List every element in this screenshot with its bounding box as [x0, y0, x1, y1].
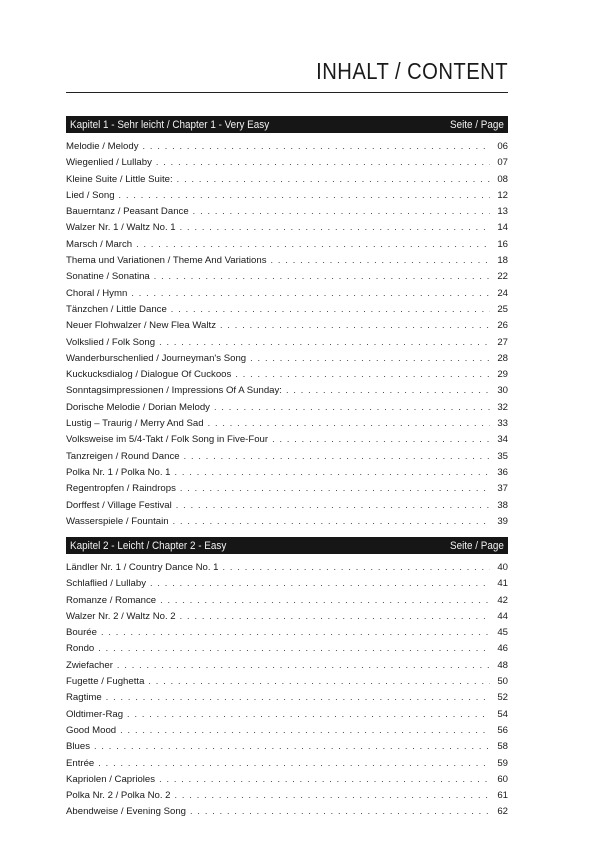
entry-title: Schlaflied / Lullaby	[66, 578, 146, 590]
dot-leader	[180, 608, 490, 624]
toc-entry	[66, 350, 508, 366]
entry-title: Thema und Variationen / Theme And Variations	[66, 255, 267, 267]
entry-title: Kleine Suite / Little Suite:	[66, 173, 173, 185]
dot-leader	[119, 187, 490, 203]
chapter-1-entries	[66, 138, 508, 529]
entry-page-number: 14	[497, 222, 508, 234]
dot-leader	[184, 448, 490, 464]
toc-entry	[66, 448, 508, 464]
dot-leader	[286, 382, 490, 398]
entry-title: Ragtime	[66, 692, 102, 704]
toc-entry	[66, 592, 508, 608]
entry-title: Rondo	[66, 643, 95, 655]
dot-leader	[250, 350, 490, 366]
entry-page-number: 27	[497, 336, 508, 348]
entry-title: Volkslied / Folk Song	[66, 336, 156, 348]
dot-leader	[159, 334, 490, 350]
entry-page-number: 54	[497, 708, 508, 720]
entry-title: Sonatine / Sonatina	[66, 271, 150, 283]
dot-leader	[193, 203, 490, 219]
dot-leader	[154, 268, 490, 284]
entry-page-number: 30	[497, 385, 508, 397]
toc-entry	[66, 575, 508, 591]
toc-entry	[66, 738, 508, 754]
toc-entry	[66, 171, 508, 187]
entry-title: Lustig – Traurig / Merry And Sad	[66, 418, 204, 430]
entry-page-number: 34	[497, 434, 508, 446]
chapter-1-header	[66, 116, 508, 133]
entry-page-number: 08	[497, 173, 508, 185]
entry-page-number: 06	[497, 141, 508, 152]
entry-title: Polka Nr. 2 / Polka No. 2	[66, 790, 171, 802]
entry-title: Tanzreigen / Round Dance	[66, 450, 180, 462]
toc-entry	[66, 673, 508, 689]
entry-page-number: 36	[497, 466, 508, 478]
entry-title: Tänzchen / Little Dance	[66, 303, 167, 315]
entry-title: Polka Nr. 1 / Polka No. 1	[66, 466, 171, 478]
dot-leader	[173, 513, 490, 529]
toc-entry	[66, 480, 508, 496]
dot-leader	[220, 317, 490, 333]
dot-leader	[148, 673, 490, 689]
toc-entry	[66, 771, 508, 787]
toc-entry	[66, 464, 508, 480]
chapter-1-page-label: Seite / Page	[450, 118, 504, 131]
entry-title: Regentropfen / Raindrops	[66, 483, 176, 495]
toc-entry	[66, 559, 508, 575]
entry-title: Sonntagsimpressionen / Impressions Of A Sunday:	[66, 385, 282, 397]
entry-title: Choral / Hymn	[66, 287, 128, 299]
toc-entry	[66, 138, 508, 154]
entry-page-number: 32	[497, 401, 508, 413]
toc-entry	[66, 657, 508, 673]
entry-page-number: 16	[497, 238, 508, 250]
dot-leader	[176, 497, 490, 513]
entry-page-number: 60	[497, 773, 508, 785]
entry-page-number: 58	[497, 741, 508, 753]
dot-leader	[180, 219, 490, 235]
dot-leader	[223, 559, 490, 575]
dot-leader	[190, 803, 490, 819]
dot-leader	[127, 706, 490, 722]
chapter-2-title: Kapitel 2 - Leicht / Chapter 2 - Easy	[70, 539, 227, 552]
entry-page-number: 18	[497, 255, 508, 267]
entry-title: Wasserspiele / Fountain	[66, 515, 169, 527]
dot-leader	[180, 480, 490, 496]
entry-page-number: 46	[497, 643, 508, 655]
entry-page-number: 45	[497, 627, 508, 639]
toc-entry	[66, 203, 508, 219]
dot-leader	[106, 689, 490, 705]
entry-title: Zwiefacher	[66, 659, 113, 671]
entry-title: Entrée	[66, 757, 95, 769]
entry-page-number: 50	[497, 676, 508, 688]
entry-page-number: 12	[497, 189, 508, 201]
toc-entry	[66, 236, 508, 252]
entry-title: Romanze / Romance	[66, 594, 157, 606]
toc-entry	[66, 624, 508, 640]
toc-entry	[66, 608, 508, 624]
entry-page-number: 13	[497, 206, 508, 218]
entry-title: Good Mood	[66, 724, 117, 736]
toc-entry	[66, 285, 508, 301]
toc-entry	[66, 755, 508, 771]
entry-page-number: 44	[497, 610, 508, 622]
chapter-1-title: Kapitel 1 - Sehr leicht / Chapter 1 - Very Easy	[70, 118, 270, 131]
entry-title: Wanderburschenlied / Journeyman's Song	[66, 352, 247, 364]
entry-page-number: 48	[497, 659, 508, 671]
entry-title: Kapriolen / Caprioles	[66, 773, 156, 785]
dot-leader	[101, 624, 490, 640]
dot-leader	[94, 738, 490, 754]
entry-title: Bauerntanz / Peasant Dance	[66, 206, 189, 218]
entry-title: Fugette / Fughetta	[66, 676, 145, 688]
toc-entry	[66, 497, 508, 513]
toc-entry	[66, 252, 508, 268]
entry-page-number: 25	[497, 303, 508, 315]
toc-entry	[66, 399, 508, 415]
dot-leader	[98, 755, 490, 771]
entry-page-number: 52	[497, 692, 508, 704]
entry-title: Kuckucksdialog / Dialogue Of Cuckoos	[66, 369, 232, 381]
toc-entry	[66, 415, 508, 431]
toc-entry	[66, 513, 508, 529]
entry-title: Ländler Nr. 1 / Country Dance No. 1	[66, 562, 219, 573]
entry-page-number: 22	[497, 271, 508, 283]
entry-page-number: 24	[497, 287, 508, 299]
entry-page-number: 07	[497, 157, 508, 169]
entry-page-number: 26	[497, 320, 508, 332]
title-rule	[66, 92, 508, 93]
page-title: INHALT / CONTENT	[316, 58, 508, 84]
entry-page-number: 29	[497, 369, 508, 381]
dot-leader	[98, 640, 490, 656]
toc-entry	[66, 301, 508, 317]
toc-entry	[66, 219, 508, 235]
toc-entry	[66, 640, 508, 656]
entry-title: Marsch / March	[66, 238, 133, 250]
entry-page-number: 35	[497, 450, 508, 462]
toc-entry	[66, 689, 508, 705]
dot-leader	[177, 171, 490, 187]
entry-title: Melodie / Melody	[66, 141, 139, 152]
entry-title: Wiegenlied / Lullaby	[66, 157, 152, 169]
dot-leader	[120, 722, 490, 738]
dot-leader	[150, 575, 490, 591]
dot-leader	[175, 464, 490, 480]
dot-leader	[117, 657, 490, 673]
dot-leader	[160, 592, 490, 608]
chapter-2-entries	[66, 559, 508, 820]
dot-leader	[171, 301, 490, 317]
entry-title: Neuer Flohwalzer / New Flea Waltz	[66, 320, 216, 332]
toc-entry	[66, 431, 508, 447]
chapter-2-page-label: Seite / Page	[450, 539, 504, 552]
dot-leader	[208, 415, 490, 431]
entry-title: Walzer Nr. 2 / Waltz No. 2	[66, 610, 176, 622]
dot-leader	[131, 285, 490, 301]
chapter-1-section	[66, 116, 508, 529]
entry-page-number: 40	[497, 562, 508, 573]
entry-title: Dorffest / Village Festival	[66, 499, 172, 511]
entry-title: Oldtimer-Rag	[66, 708, 124, 720]
dot-leader	[175, 787, 490, 803]
toc-entry	[66, 187, 508, 203]
entry-page-number: 61	[497, 790, 508, 802]
entry-title: Lied / Song	[66, 189, 115, 201]
entry-page-number: 42	[497, 594, 508, 606]
toc-entry	[66, 803, 508, 819]
toc-entry	[66, 366, 508, 382]
toc-entry	[66, 722, 508, 738]
toc-entry	[66, 154, 508, 170]
dot-leader	[156, 154, 490, 170]
entry-page-number: 33	[497, 418, 508, 430]
dot-leader	[235, 366, 490, 382]
chapter-2-header	[66, 537, 508, 554]
dot-leader	[272, 431, 490, 447]
toc-entry	[66, 787, 508, 803]
dot-leader	[136, 236, 490, 252]
entry-title: Dorische Melodie / Dorian Melody	[66, 401, 210, 413]
entry-page-number: 56	[497, 724, 508, 736]
toc-entry	[66, 334, 508, 350]
entry-page-number: 39	[497, 515, 508, 527]
dot-leader	[143, 138, 490, 154]
entry-page-number: 41	[497, 578, 508, 590]
toc-entry	[66, 706, 508, 722]
dot-leader	[214, 399, 490, 415]
entry-page-number: 38	[497, 499, 508, 511]
chapter-2-section	[66, 537, 508, 820]
toc-entry	[66, 317, 508, 333]
entry-page-number: 37	[497, 483, 508, 495]
entry-title: Abendweise / Evening Song	[66, 806, 187, 818]
entry-title: Walzer Nr. 1 / Waltz No. 1	[66, 222, 176, 234]
entry-title: Volksweise im 5/4-Takt / Folk Song in Five-Four	[66, 434, 269, 446]
entry-title: Bourée	[66, 627, 97, 639]
entry-title: Blues	[66, 741, 90, 753]
toc-entry	[66, 382, 508, 398]
dot-leader	[271, 252, 490, 268]
dot-leader	[159, 771, 490, 787]
entry-page-number: 62	[497, 806, 508, 818]
entry-page-number: 28	[497, 352, 508, 364]
entry-page-number: 59	[497, 757, 508, 769]
toc-entry	[66, 268, 508, 284]
